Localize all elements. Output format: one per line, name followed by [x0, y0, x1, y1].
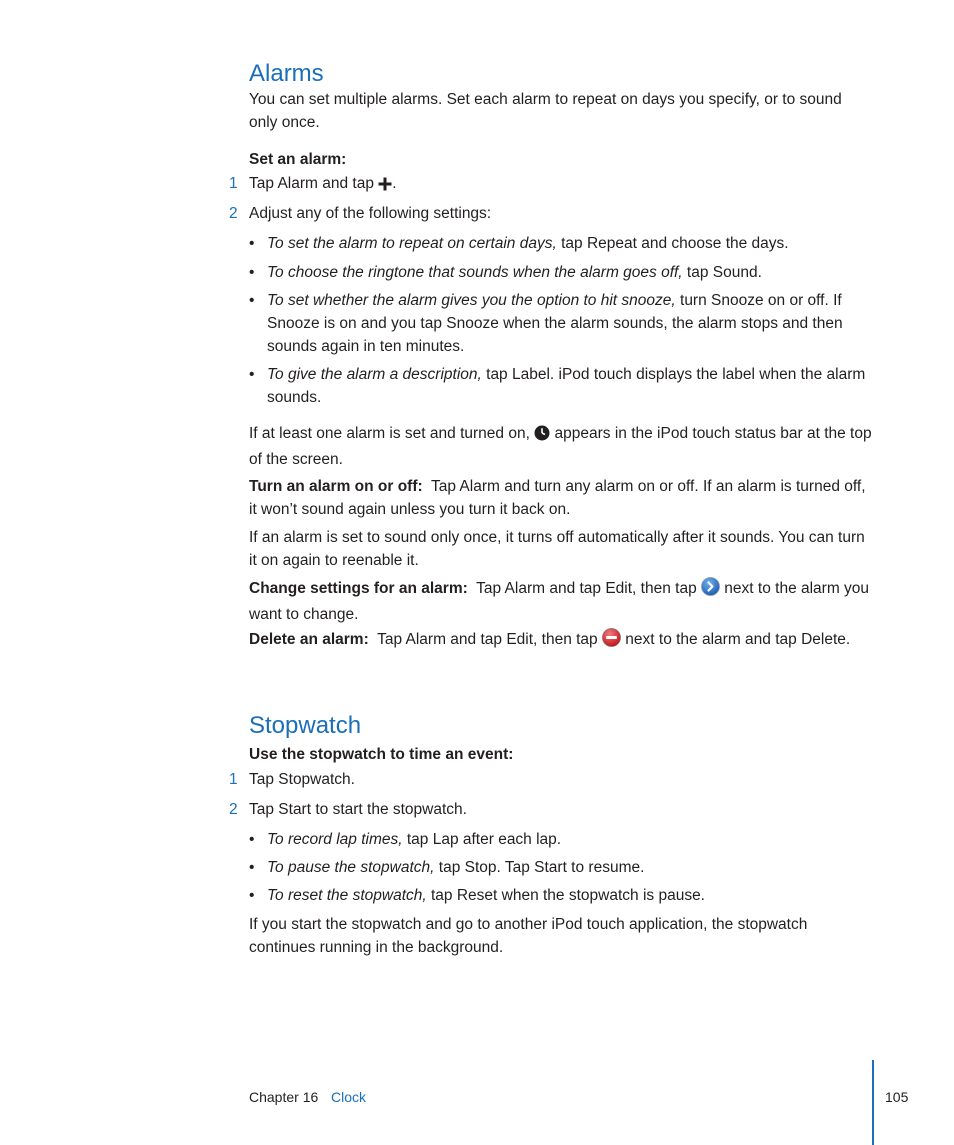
bullet-dot: • — [249, 264, 255, 281]
bullet-rest: tap Reset when the stopwatch is pause. — [426, 887, 705, 904]
plus-icon — [378, 175, 392, 198]
page-number: 105 — [885, 1089, 909, 1105]
step-number: 2 — [229, 205, 238, 222]
use-stopwatch-label: Use the stopwatch to time an event: — [249, 746, 514, 763]
turn-alarm-paragraph — [249, 475, 874, 521]
step-number: 1 — [229, 771, 238, 788]
stopwatch-closing: If you start the stopwatch and go to another iPod touch application, the stopwatch continues running in the background. — [249, 916, 808, 956]
status-text-after: appears in the iPod touch status bar at the top of the screen. — [249, 425, 872, 468]
once-paragraph: If an alarm is set to sound only once, it turns off automatically after it sounds. You can turn it on again to reenable it. — [249, 529, 865, 569]
step-number: 2 — [229, 801, 238, 818]
footer-chapter: Chapter 16 — [249, 1089, 319, 1105]
step-text: Tap Start to start the stopwatch. — [249, 801, 467, 818]
bullet-item — [267, 363, 872, 409]
bullet-dot: • — [249, 366, 255, 383]
delete-text-after: next to the alarm and tap Delete. — [620, 631, 851, 648]
bullet-dot: • — [249, 831, 255, 848]
bullet-rest: tap Label. iPod touch displays the label when the alarm sounds. — [267, 366, 866, 406]
bullet-item — [267, 856, 872, 879]
bullet-item — [267, 232, 872, 255]
delete-alarm-paragraph — [249, 628, 874, 654]
bullet-italic: To pause the stopwatch, — [267, 859, 435, 876]
bullet-dot: • — [249, 292, 255, 309]
alarms-intro: You can set multiple alarms. Set each alarm to repeat on days you specify, or to sound only once. — [249, 91, 842, 131]
footer-section-link[interactable]: Clock — [331, 1089, 367, 1105]
blue-arrow-disclosure-icon — [701, 577, 720, 603]
step-text-after: . — [392, 175, 397, 192]
bullet-rest: turn Snooze on or off. If Snooze is on and you tap Snooze when the alarm sounds, the alarm stops and then sounds again in ten minutes. — [267, 292, 843, 355]
bullet-italic: To choose the ringtone that sounds when the alarm goes off, — [267, 264, 683, 281]
turn-alarm-label: Turn an alarm on or off: — [249, 478, 423, 495]
bullet-rest: tap Sound. — [682, 264, 762, 281]
change-settings-paragraph — [249, 577, 874, 626]
bullet-rest: tap Stop. Tap Start to resume. — [434, 859, 645, 876]
bullet-rest: tap Lap after each lap. — [402, 831, 562, 848]
footer-divider — [872, 1060, 874, 1145]
bullet-rest: tap Repeat and choose the days. — [556, 235, 789, 252]
bullet-item — [267, 261, 872, 284]
bullet-italic: To record lap times, — [267, 831, 403, 848]
bullet-italic: To give the alarm a description, — [267, 366, 482, 383]
change-settings-label: Change settings for an alarm: — [249, 580, 468, 597]
step-1-text — [249, 172, 874, 198]
status-text-before: If at least one alarm is set and turned on, — [249, 425, 535, 442]
bullet-item — [267, 289, 872, 358]
step-2-text: Adjust any of the following settings: — [249, 205, 492, 222]
bullet-dot: • — [249, 235, 255, 252]
bullet-dot: • — [249, 859, 255, 876]
step-number: 1 — [229, 175, 238, 192]
step-text: Tap Stopwatch. — [249, 771, 355, 788]
bullet-dot: • — [249, 887, 255, 904]
status-paragraph — [249, 422, 874, 471]
red-minus-delete-icon — [602, 628, 621, 654]
turn-alarm-text: Tap Alarm and turn any alarm on or off. If an alarm is turned off, it won’t sound again unless you turn it back on. — [249, 478, 870, 518]
bullet-italic: To reset the stopwatch, — [267, 887, 427, 904]
set-alarm-label: Set an alarm: — [249, 151, 347, 168]
bullet-italic: To set the alarm to repeat on certain days, — [267, 235, 557, 252]
step-text-before: Tap Alarm and tap — [249, 175, 379, 192]
bullet-item — [267, 884, 872, 907]
bullet-italic: To set whether the alarm gives you the option to hit snooze, — [267, 292, 676, 309]
delete-text-before: Tap Alarm and tap Edit, then tap — [368, 631, 602, 648]
stopwatch-heading: Stopwatch — [249, 712, 362, 739]
change-text-before: Tap Alarm and tap Edit, then tap — [467, 580, 701, 597]
bullet-item — [267, 828, 872, 851]
change-text-after: next to the alarm you want to change. — [249, 580, 870, 623]
alarms-heading: Alarms — [249, 60, 324, 87]
delete-alarm-label: Delete an alarm: — [249, 631, 369, 648]
alarm-clock-icon — [534, 425, 550, 448]
